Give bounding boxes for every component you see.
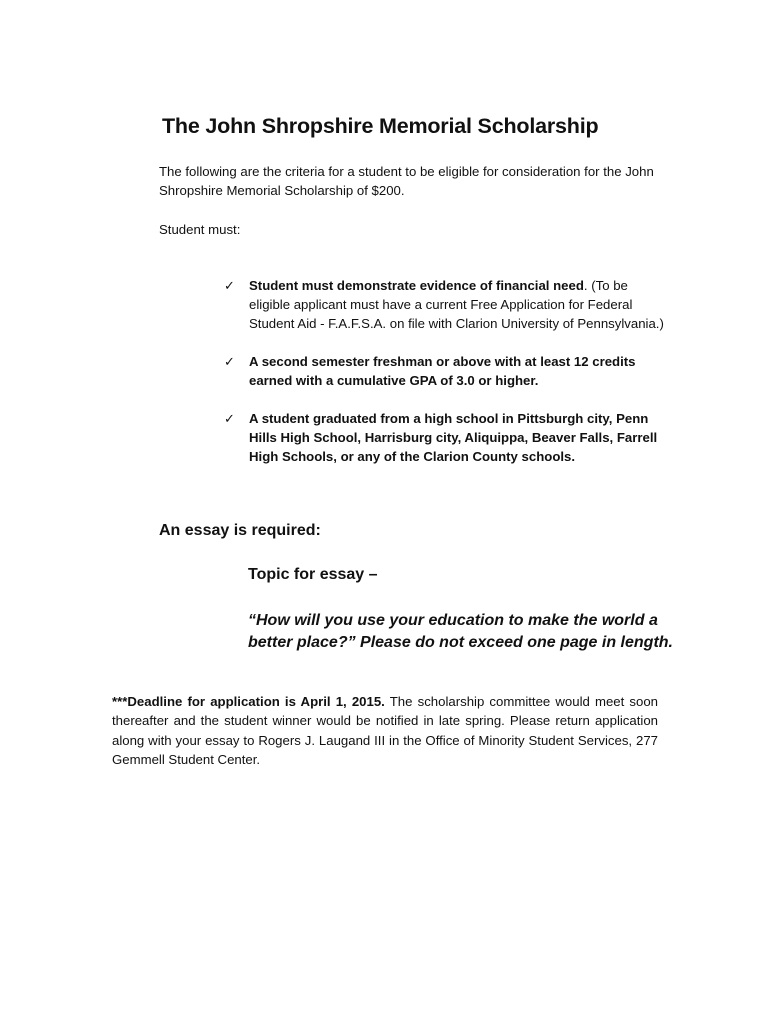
criterion-item	[224, 352, 664, 390]
intro-paragraph: The following are the criteria for a student to be eligible for consideration for the John Shropshire Memorial Scholarship of $200.	[159, 164, 654, 198]
deadline-paragraph	[112, 692, 658, 769]
deadline-bold-text: ***Deadline for application is April 1, 2015.	[112, 694, 385, 709]
criterion-item	[224, 276, 664, 333]
document-title: The John Shropshire Memorial Scholarship	[162, 114, 599, 138]
criterion-bold-text: A student graduated from a high school in Pittsburgh city, Penn Hills High School, Harrisburg city, Aliquippa, Beaver Falls, Farrell High Schools, or any of the Clarion County schools.	[249, 411, 658, 464]
checkmark-icon: ✓	[224, 278, 235, 293]
deadline-text: The scholarship committee would meet soon thereafter and the student winner would be notified in late spring. Please return application along with your essay to Rogers J. Laugand III in the Office of Minority Student Services, 277 Gemmell Student Center.	[112, 694, 659, 767]
checkmark-icon: ✓	[224, 411, 235, 426]
essay-topic-label: Topic for essay –	[248, 566, 378, 583]
checkmark-icon: ✓	[224, 354, 235, 369]
student-must-label: Student must:	[159, 222, 241, 237]
essay-heading: An essay is required:	[159, 522, 321, 539]
criterion-item	[224, 409, 664, 466]
criterion-bold-text: A second semester freshman or above with at least 12 credits earned with a cumulative GPA of 3.0 or higher.	[249, 354, 636, 388]
essay-question: “How will you use your education to make the world a better place?” Please do not exceed one page in length.	[248, 612, 673, 651]
criterion-text: . (To be eligible applicant must have a current Free Application for Federal Student Aid - F.A.F.S.A. on file with Clarion University of Pennsylvania.)	[249, 278, 664, 331]
criterion-bold-text: Student must demonstrate evidence of financial need	[249, 278, 584, 293]
criteria-list	[224, 276, 664, 485]
